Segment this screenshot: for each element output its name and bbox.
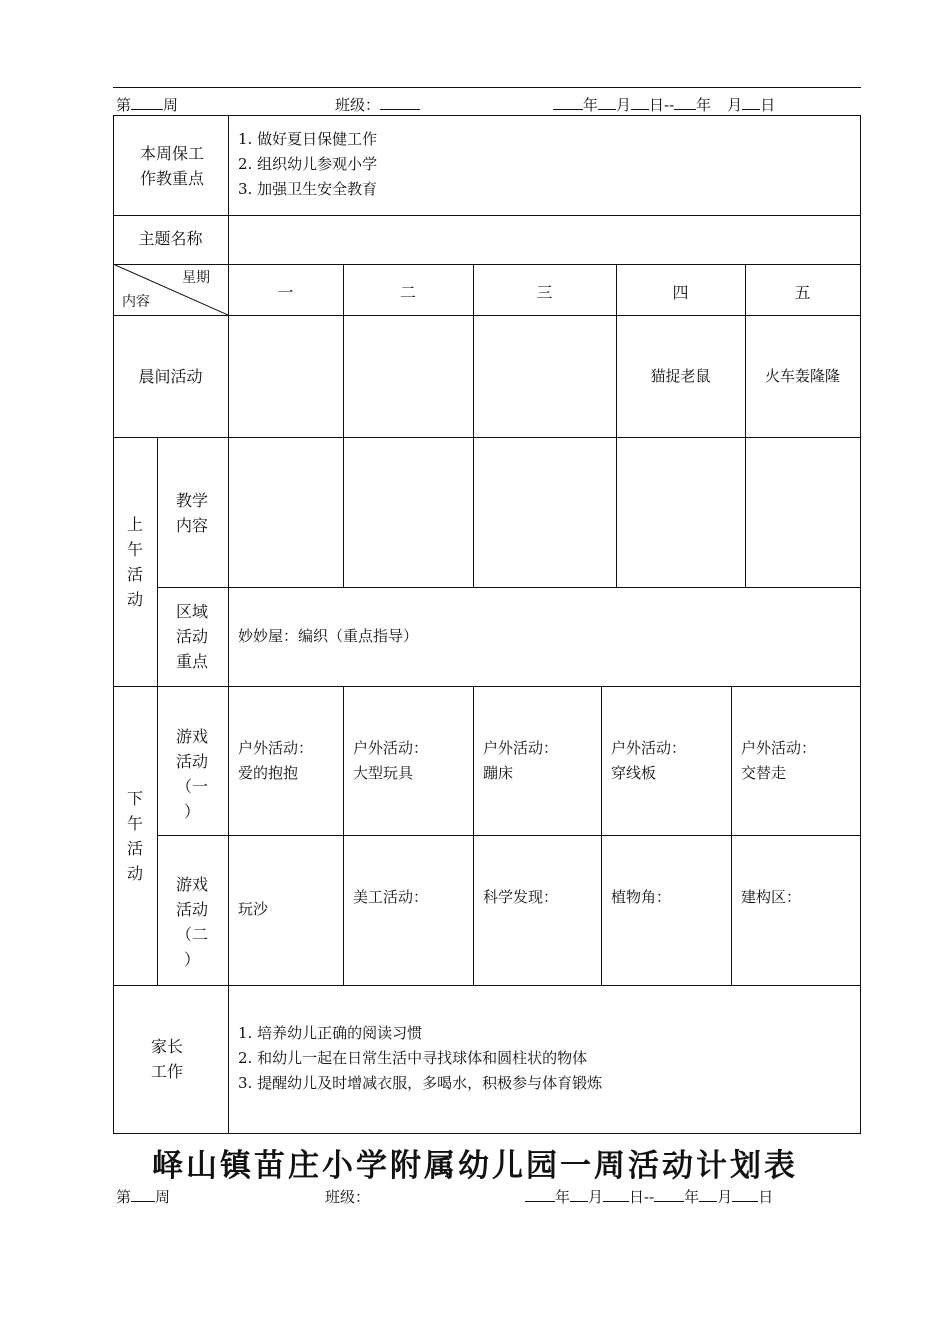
parent-work-label: 家长 工作 <box>150 1037 183 1081</box>
day-header: 五 <box>794 283 811 302</box>
teaching-label: 教学 内容 <box>175 491 208 535</box>
morning-item-fri: 火车轰隆隆 <box>764 367 840 385</box>
page-title: 峄山镇苗庄小学附属幼儿园一周活动计划表 <box>152 1148 798 1184</box>
area-activity-text: 妙妙屋：编织（重点指导） <box>238 627 419 645</box>
date-range-field: 年 月 日-- 年 月 日 <box>553 94 775 115</box>
date-range-field-2: 年 月 日-- 年 月 日 <box>525 1186 773 1207</box>
focus-item: 3. 加强卫生安全教育 <box>238 180 378 198</box>
parent-item: 3. 提醒幼儿及时增减衣服，多喝水，积极参与体育锻炼 <box>238 1074 603 1092</box>
parent-item: 2. 和幼儿一起在日常生活中寻找球体和圆柱状的物体 <box>238 1049 588 1067</box>
morning-item-thu: 猫捉老鼠 <box>650 367 711 385</box>
focus-item: 1. 做好夏日保健工作 <box>238 130 378 148</box>
content-corner-label: 内容 <box>122 294 150 310</box>
game1-cell: 户外活动： 大型玩具 <box>353 739 429 782</box>
game2-cell: 植物角： <box>611 888 672 906</box>
game1-cell: 户外活动： 爱的抱抱 <box>238 739 314 782</box>
am-activity-label: 上 午 活 动 <box>126 515 143 609</box>
day-header: 二 <box>399 283 416 302</box>
top-rule <box>113 87 861 88</box>
day-header: 四 <box>672 283 689 302</box>
class-field-2: 班级： <box>325 1188 371 1206</box>
week-field-2: 第 周 <box>116 1188 171 1206</box>
game2-cell: 科学发现： <box>483 888 559 906</box>
class-field: 班级： <box>335 94 420 115</box>
focus-label: 本周保工 作教重点 <box>139 144 204 188</box>
game2-cell: 美工活动： <box>353 888 429 906</box>
theme-label: 主题名称 <box>138 229 203 248</box>
game1-cell: 户外活动： 穿线板 <box>611 739 687 782</box>
pm-activity-label: 下 午 活 动 <box>126 789 143 883</box>
game2-label: 游戏 活动 （二 ） <box>175 875 208 969</box>
game1-label: 游戏 活动 （一 ） <box>175 727 208 821</box>
day-header: 三 <box>536 283 553 302</box>
week-field: 第 周 <box>116 96 179 114</box>
weekday-corner-label: 星期 <box>182 270 210 286</box>
game1-cell: 户外活动： 蹦床 <box>483 739 559 782</box>
morning-label: 晨间活动 <box>138 367 203 386</box>
focus-item: 2. 组织幼儿参观小学 <box>238 155 378 173</box>
day-header: 一 <box>277 283 294 302</box>
game1-cell: 户外活动： 交替走 <box>741 739 817 782</box>
game2-cell: 建构区： <box>741 888 802 906</box>
parent-item: 1. 培养幼儿正确的阅读习惯 <box>238 1024 423 1042</box>
game2-cell: 玩沙 <box>238 900 269 918</box>
area-activity-label: 区域 活动 重点 <box>175 602 208 671</box>
